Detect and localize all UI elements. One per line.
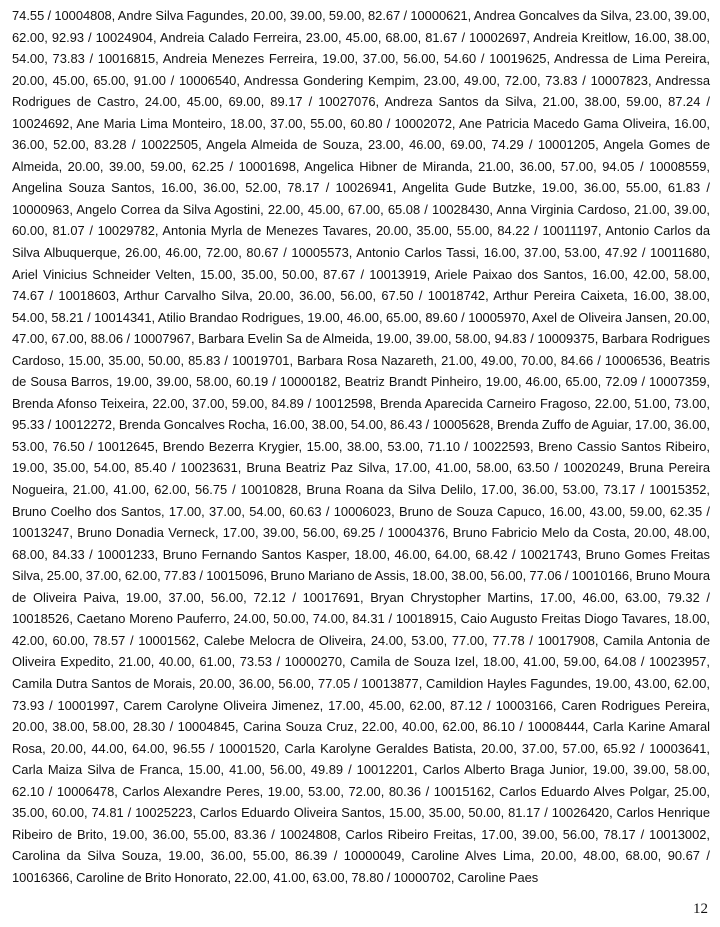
- page-number: 12: [693, 901, 708, 917]
- results-listing-text: 74.55 / 10004808, Andre Silva Fagundes, 20.00, 39.00, 59.00, 82.67 / 10000621, Andrea Goncalves da Silva, 23.00, 39.00, 62.00, 92.93 / 10024904, Andreia Calado Ferreira, 23.00, 45.00, 68.00, 81.67 / 10002697, Andreia Kreitlow, 16.00, 38.00, 54.00, 73.83 / 10016815, Andreia Menezes Ferreira, 19.00, 37.00, 56.00, 54.60 / 10019625, Andressa de Lima Pereira, 20.00, 45.00, 65.00, 91.00 / 10006540, Andressa Gondering Kempim, 23.00, 49.00, 72.00, 73.83 / 10007823, Andressa Rodrigues de Castro, 24.00, 45.00, 69.00, 89.17 / 10027076, Andreza Santos da Silva, 21.00, 38.00, 59.00, 87.24 / 10024692, Ane Maria Lima Monteiro, 18.00, 37.00, 55.00, 60.80 / 10002072, Ane Patricia Macedo Gama Oliveira, 16.00, 36.00, 52.00, 83.28 / 10022505, Angela Almeida de Souza, 23.00, 46.00, 69.00, 74.29 / 10001205, Angela Gomes de Almeida, 20.00, 39.00, 59.00, 62.25 / 10001698, Angelica Hibner de Miranda, 21.00, 36.00, 57.00, 94.05 / 10008559, Angelina Souza Santos, 16.00, 36.00, 52.00, 78.17 / 10026941, Angelita Gude Butzke, 19.00, 36.00, 55.00, 61.83 / 10000963, Angelo Correa da Silva Agostini, 22.00, 45.00, 67.00, 65.08 / 10028430, Anna Virginia Cardoso, 21.00, 39.00, 60.00, 81.07 / 10029782, Antonia Myrla de Menezes Tavares, 20.00, 35.00, 55.00, 84.22 / 10011197, Antonio Carlos da Silva Albuquerque, 26.00, 46.00, 72.00, 80.67 / 10005573, Antonio Carlos Tassi, 16.00, 37.00, 53.00, 47.92 / 10011680, Ariel Vinicius Schneider Velten, 15.00, 35.00, 50.00, 87.67 / 10013919, Ariele Paixao dos Santos, 16.00, 42.00, 58.00, 74.67 / 10018603, Arthur Carvalho Silva, 20.00, 36.00, 56.00, 67.50 / 10018742, Arthur Pereira Caixeta, 16.00, 38.00, 54.00, 58.21 / 10014341, Atilio Brandao Rodrigues, 19.00, 46.00, 65.00, 89.60 / 10005970, Axel de Oliveira Jansen, 20.00, 47.00, 67.00, 88.06 / 10007967, Barbara Evelin Sa de Almeida, 19.00, 39.00, 58.00, 94.83 / 10009375, Barbara Rodrigues Cardoso, 15.00, 35.00, 50.00, 85.83 / 10019701, Barbara Rosa Nazareth, 21.00, 49.00, 70.00, 84.66 / 10006536, Beatris de Sousa Barros, 19.00, 39.00, 58.00, 60.19 / 10000182, Beatriz Brandt Pinheiro, 19.00, 46.00, 65.00, 72.09 / 10007359, Brenda Afonso Teixeira, 22.00, 37.00, 59.00, 84.89 / 10012598, Brenda Aparecida Carneiro Fragoso, 22.00, 51.00, 73.00, 95.33 / 10012272, Brenda Goncalves Rocha, 16.00, 38.00, 54.00, 86.43 / 10005628, Brenda Zuffo de Aguiar, 17.00, 36.00, 53.00, 76.50 / 10012645, Brendo Bezerra Krygier, 15.00, 38.00, 53.00, 71.10 / 10022593, Breno Cassio Santos Ribeiro, 19.00, 35.00, 54.00, 85.40 / 10023631, Bruna Beatriz Paz Silva, 17.00, 41.00, 58.00, 63.50 / 10020249, Bruna Pereira Nogueira, 21.00, 41.00, 62.00, 56.75 / 10010828, Bruna Roana da Silva Delilo, 17.00, 36.00, 53.00, 73.17 / 10015352, Bruno Coelho dos Santos, 17.00, 37.00, 54.00, 60.63 / 10006023, Bruno de Souza Capuco, 16.00, 43.00, 59.00, 62.35 / 10013247, Bruno Donadia Verneck, 17.00, 39.00, 56.00, 69.25 / 10004376, Bruno Fabricio Melo da Costa, 20.00, 48.00, 68.00, 84.33 / 10001233, Bruno Fernando Santos Kasper, 18.00, 46.00, 64.00, 68.42 / 10021743, Bruno Gomes Freitas Silva, 25.00, 37.00, 62.00, 77.83 / 10015096, Bruno Mariano de Assis, 18.00, 38.00, 56.00, 77.06 / 10010166, Bruno Moura de Oliveira Paiva, 19.00, 37.00, 56.00, 72.12 / 10017691, Bryan Chrystopher Martins, 17.00, 46.00, 63.00, 79.32 / 10018526, Caetano Moreno Pauferro, 24.00, 50.00, 74.00, 84.31 / 10018915, Caio Augusto Freitas Diogo Tavares, 18.00, 42.00, 60.00, 78.57 / 10001562, Calebe Melocra de Oliveira, 24.00, 53.00, 77.00, 77.78 / 10017908, Camila Antonia de Oliveira Expedito, 21.00, 40.00, 61.00, 73.53 / 10000270, Camila de Souza Izel, 18.00, 41.00, 59.00, 64.08 / 10023957, Camila Dutra Santos de Morais, 20.00, 36.00, 56.00, 77.05 / 10013877, Camildion Hayles Fagundes, 19.00, 43.00, 62.00, 73.93 / 10001997, Carem Carolyne Oliveira Jimenez, 17.00, 45.00, 62.00, 87.12 / 10003166, Caren Rodrigues Pereira, 20.00, 38.00, 58.00, 28.30 / 10004845, Carina Souza Cruz, 22.00, 40.00, 62.00, 86.10 / 10008444, Carla Karine Amaral Rosa, 20.00, 44.00, 64.00, 96.55 / 10001520, Carla Karolyne Geraldes Batista, 20.00, 37.00, 57.00, 65.92 / 10003641, Carla Maiza Silva de Franca, 15.00, 41.00, 56.00, 49.89 / 10012201, Carlos Alberto Braga Junior, 19.00, 39.00, 58.00, 62.10 / 10006478, Carlos Alexandre Peres, 19.00, 53.00, 72.00, 80.36 / 10015162, Carlos Eduardo Alves Polgar, 25.00, 35.00, 60.00, 74.81 / 10025223, Carlos Eduardo Oliveira Santos, 15.00, 35.00, 50.00, 81.17 / 10026420, Carlos Henrique Ribeiro de Brito, 19.00, 36.00, 55.00, 83.36 / 10024808, Carlos Ribeiro Freitas, 17.00, 39.00, 56.00, 78.17 / 10013002, Carolina da Silva Souza, 19.00, 36.00, 55.00, 86.39 / 10000049, Caroline Alves Lima, 20.00, 48.00, 68.00, 90.67 / 10016366, Caroline de Brito Honorato, 22.00, 41.00, 63.00, 78.80 / 10000702, Caroline Paes: [12, 8, 710, 885]
